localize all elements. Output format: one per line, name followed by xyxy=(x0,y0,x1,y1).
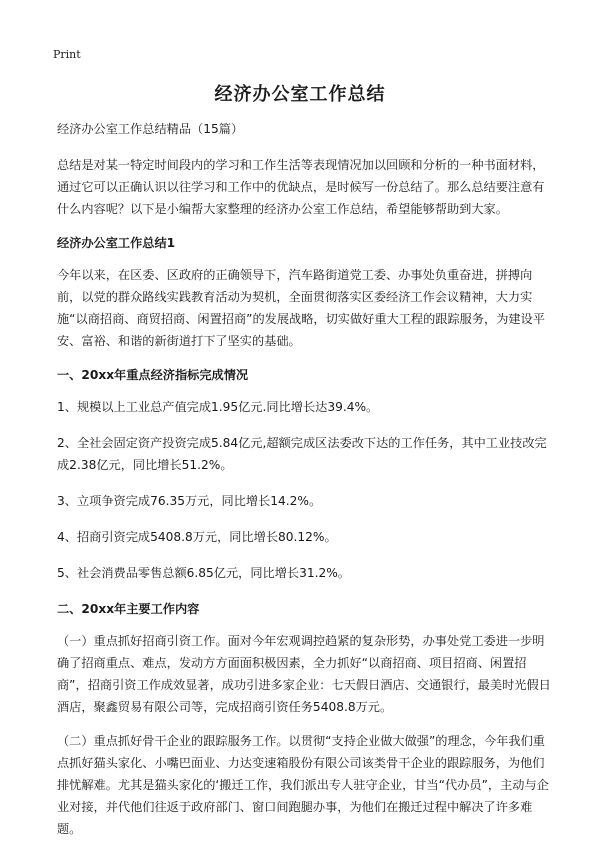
section-heading: 经济办公室工作总结1 xyxy=(57,236,176,250)
part1-heading: 一、20xx年重点经济指标完成情况 xyxy=(57,368,249,382)
indicator-item: 1、规模以上工业总产值完成1.95亿元.同比增长达39.4%。 xyxy=(57,400,379,414)
indicator-item: 5、社会消费品零售总额6.85亿元，同比增长31.2%。 xyxy=(57,566,350,580)
indicator-item: 4、招商引资完成5408.8万元，同比增长80.12%。 xyxy=(57,530,337,544)
work-item: （一）重点抓好招商引资工作。面对今年宏观调控趋紧的复杂形势，办事处党工委进一步明确了招商重点、难点，发动方方面面积极因素，全力抓好“以商招商、项目招商、闲置招商”，招商引资工作成效显著，成功引进多家企业：七天假日酒店、交通银行，最美时光假日酒店，聚鑫贸易有限公司等，完成招商引资任务5408.8万元。 xyxy=(57,634,551,714)
document-subtitle: 经济办公室工作总结精品（15篇） xyxy=(57,122,244,136)
work-item: （二）重点抓好骨干企业的跟踪服务工作。以贯彻“支持企业做大做强”的理念，今年我们重点抓好猫头家化、小嘴巴面业、力达变速箱股份有限公司该类骨干企业的跟踪服务，为他们排忧解难。尤其是猫头家化的‘搬迁工作，我们派出专人驻守企业，甘当“代办员”，主动与企业对接，并代他们往返于政府部门、窗口间跑腿办事，为他们在搬迁过程中解决了许多难题。 xyxy=(57,734,549,836)
document-body xyxy=(57,118,551,852)
section-paragraph: 今年以来，在区委、区政府的正确领导下，汽车路街道党工委、办事处负重奋进，拼搏向前，以党的群众路线实践教育活动为契机，全面贯彻落实区委经济工作会议精神，大力实施“以商招商、商贸招商、闲置招商”的发展战略，切实做好重大工程的跟踪服务，为建设平安、富裕、和谐的新街道打下了坚实的基础。 xyxy=(57,268,545,348)
part2-heading: 二、20xx年主要工作内容 xyxy=(57,602,200,616)
indicator-item: 3、立项争资完成76.35万元，同比增长14.2%。 xyxy=(57,494,322,508)
indicator-item: 2、全社会固定资产投资完成5.84亿元,超额完成区法委改下达的工作任务，其中工业技改完成2.38亿元，同比增长51.2%。 xyxy=(57,436,547,472)
print-link[interactable]: Print xyxy=(53,48,81,61)
intro-paragraph: 总结是对某一特定时间段内的学习和工作生活等表现情况加以回顾和分析的一种书面材料，通过它可以正确认识以往学习和工作中的优缺点，是时候写一份总结了。那么总结要注意有什么内容呢？以下是小编帮大家整理的经济办公室工作总结，希望能够帮助到大家。 xyxy=(57,158,545,216)
page-title: 经济办公室工作总结 xyxy=(214,84,386,105)
